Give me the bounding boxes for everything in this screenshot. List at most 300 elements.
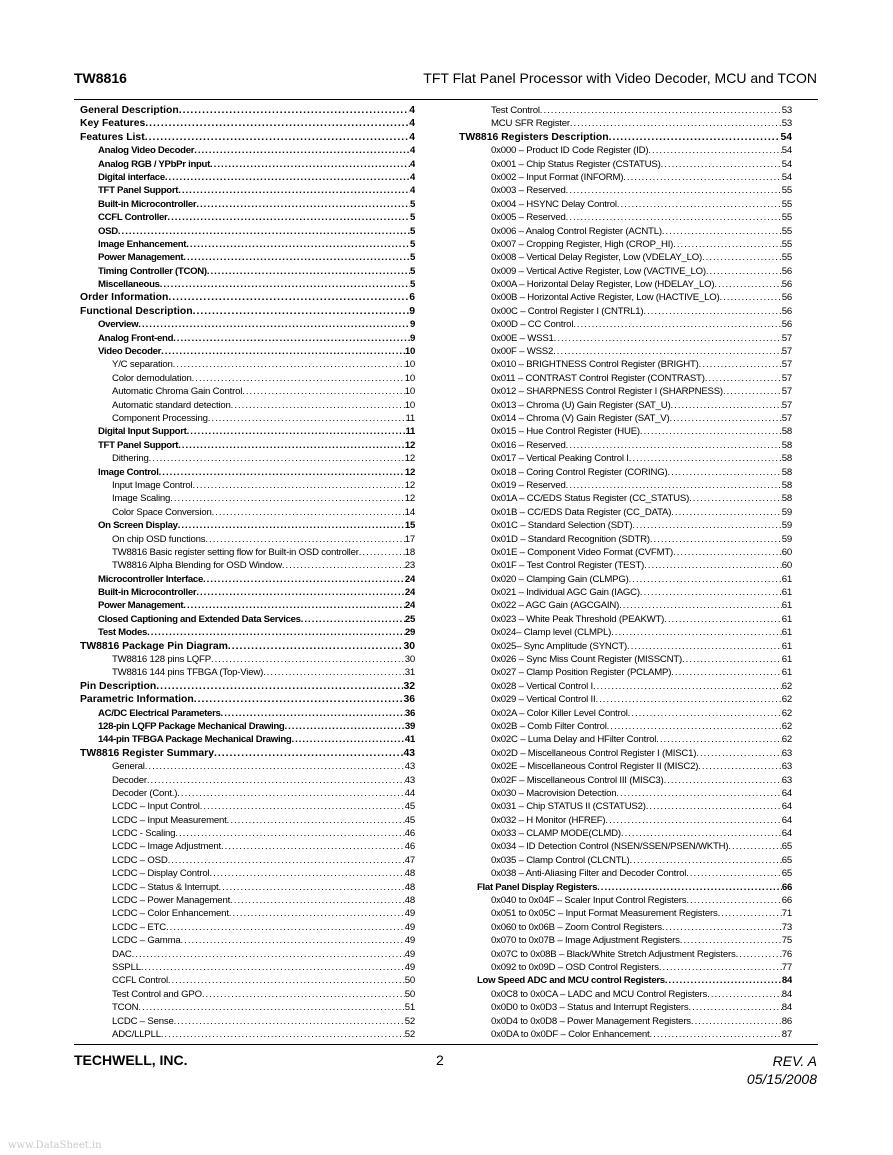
toc-entry[interactable] xyxy=(459,412,792,425)
toc-entry[interactable] xyxy=(80,559,415,572)
toc-entry-title: 0x051 to 0x05C – Input Format Measurement Registers xyxy=(491,908,718,920)
toc-entry[interactable] xyxy=(80,318,415,331)
toc-entry-title: TFT Panel Support xyxy=(98,185,179,197)
toc-entry-page: 24 xyxy=(404,587,415,599)
toc-entry[interactable] xyxy=(459,225,792,238)
toc-entry[interactable] xyxy=(459,158,792,171)
toc-entry-title: 0x005 – Reserved xyxy=(491,212,566,224)
toc-entry-page: 45 xyxy=(404,814,415,826)
toc-entry[interactable] xyxy=(80,774,415,787)
toc-entry-title: 0x00B – Horizontal Active Register, Low (HACTIVE_LO) xyxy=(491,292,720,304)
toc-entry[interactable] xyxy=(80,345,415,358)
toc-entry-page: 24 xyxy=(404,600,415,612)
toc-entry-page: 17 xyxy=(404,533,415,545)
toc-entry[interactable] xyxy=(80,278,415,291)
toc-entry-title: 0x038 – Anti-Aliasing Filter and Decoder Control xyxy=(491,868,687,880)
toc-dot-leader xyxy=(209,867,404,880)
toc-entry[interactable] xyxy=(80,492,415,505)
toc-entry-page: 73 xyxy=(781,921,792,933)
toc-entry[interactable] xyxy=(459,948,792,961)
toc-entry[interactable] xyxy=(459,1028,792,1041)
toc-dot-leader xyxy=(570,117,782,130)
toc-entry[interactable] xyxy=(80,479,415,492)
toc-entry-title: Digital interface xyxy=(98,171,165,183)
toc-entry-page: 65 xyxy=(781,854,792,866)
toc-entry-page: 60 xyxy=(781,560,792,572)
toc-entry[interactable] xyxy=(459,104,792,117)
toc-entry-title: 0x00E – WSS1 xyxy=(491,332,554,344)
toc-entry[interactable] xyxy=(80,640,415,653)
toc-entry-page: 86 xyxy=(781,1015,792,1027)
toc-dot-leader xyxy=(174,1015,405,1028)
toc-entry[interactable] xyxy=(459,345,792,358)
toc-entry[interactable] xyxy=(459,385,792,398)
toc-dot-leader xyxy=(187,425,406,438)
footer-page-number: 2 xyxy=(436,1052,444,1068)
toc-entry[interactable] xyxy=(80,827,415,840)
toc-entry-page: 57 xyxy=(781,386,792,398)
toc-entry[interactable] xyxy=(459,814,792,827)
toc-entry-title: Image Scaling xyxy=(112,493,171,505)
toc-dot-leader xyxy=(671,666,781,679)
toc-entry-page: 9 xyxy=(409,305,415,317)
toc-entry-title: Flat Panel Display Registers xyxy=(477,881,598,893)
toc-entry-title: 0x023 – White Peak Threshold (PEAKWT) xyxy=(491,613,665,625)
toc-entry-page: 58 xyxy=(781,426,792,438)
toc-entry[interactable] xyxy=(459,211,792,224)
toc-entry-title: 0x018 – Coring Control Register (CORING) xyxy=(491,466,668,478)
toc-entry[interactable] xyxy=(459,854,792,867)
toc-entry-title: 0x011 – CONTRAST Control Register (CONTRAST) xyxy=(491,372,705,384)
toc-entry-page: 49 xyxy=(404,908,415,920)
toc-entry-page: 24 xyxy=(404,573,415,585)
toc-dot-leader xyxy=(192,479,404,492)
toc-dot-leader xyxy=(593,680,782,693)
toc-entry[interactable] xyxy=(80,948,415,961)
toc-entry[interactable] xyxy=(80,1028,415,1041)
toc-dot-leader xyxy=(617,198,782,211)
toc-entry[interactable] xyxy=(459,961,792,974)
toc-entry[interactable] xyxy=(459,894,792,907)
toc-entry-page: 48 xyxy=(404,881,415,893)
toc-entry[interactable] xyxy=(459,867,792,880)
toc-entry-title: LCDC – Status & Interrupt xyxy=(112,881,219,893)
toc-dot-leader xyxy=(630,854,782,867)
toc-entry[interactable] xyxy=(459,774,792,787)
toc-entry[interactable] xyxy=(459,492,792,505)
toc-entry-title: Miscellaneous xyxy=(98,279,160,291)
toc-entry[interactable] xyxy=(459,466,792,479)
toc-entry-title: 0x01F – Test Control Register (TEST) xyxy=(491,560,645,572)
toc-entry-page: 57 xyxy=(781,346,792,358)
toc-entry[interactable] xyxy=(80,599,415,612)
toc-entry-title: CCFL Control xyxy=(112,975,168,987)
toc-entry-title: 0x033 – CLAMP MODE(CLMD) xyxy=(491,828,621,840)
toc-entry[interactable] xyxy=(80,747,415,760)
toc-entry[interactable] xyxy=(80,586,415,599)
toc-entry-page: 84 xyxy=(781,975,792,987)
toc-entry[interactable] xyxy=(80,117,415,130)
toc-dot-leader xyxy=(147,774,405,787)
toc-entry[interactable] xyxy=(80,974,415,987)
toc-entry[interactable] xyxy=(459,907,792,920)
toc-entry-page: 10 xyxy=(404,372,415,384)
toc-entry[interactable] xyxy=(459,787,792,800)
toc-entry-title: Image Control xyxy=(98,466,159,478)
toc-entry-page: 50 xyxy=(404,975,415,987)
toc-entry[interactable] xyxy=(459,425,792,438)
toc-entry[interactable] xyxy=(80,305,415,318)
toc-entry[interactable] xyxy=(80,466,415,479)
toc-entry[interactable] xyxy=(80,800,415,813)
toc-entry[interactable] xyxy=(80,613,415,626)
toc-entry[interactable] xyxy=(80,988,415,1001)
toc-entry[interactable] xyxy=(80,666,415,679)
toc-entry[interactable] xyxy=(80,211,415,224)
toc-entry[interactable] xyxy=(459,278,792,291)
toc-entry[interactable] xyxy=(459,131,792,144)
toc-entry-title: TW8816 Register Summary xyxy=(80,747,214,759)
toc-entry[interactable] xyxy=(80,519,415,532)
toc-entry[interactable] xyxy=(459,760,792,773)
toc-entry-page: 6 xyxy=(409,292,415,304)
toc-dot-leader xyxy=(554,332,782,345)
toc-entry[interactable] xyxy=(80,372,415,385)
toc-entry[interactable] xyxy=(459,439,792,452)
toc-dot-leader xyxy=(632,519,781,532)
toc-entry[interactable] xyxy=(459,827,792,840)
toc-entry-page: 76 xyxy=(781,948,792,960)
toc-dot-leader xyxy=(627,640,782,653)
toc-dot-leader xyxy=(702,251,782,264)
toc-entry-title: Y/C separation xyxy=(112,359,173,371)
toc-entry[interactable] xyxy=(459,1001,792,1014)
toc-entry-page: 58 xyxy=(781,479,792,491)
toc-entry[interactable] xyxy=(80,358,415,371)
toc-entry-page: 52 xyxy=(404,1015,415,1027)
toc-entry-page: 43 xyxy=(404,761,415,773)
toc-entry-title: Parametric Information xyxy=(80,694,194,706)
toc-entry[interactable] xyxy=(80,104,415,117)
toc-entry-title: 0x012 – SHARPNESS Control Register I (SHARPNESS) xyxy=(491,386,723,398)
toc-entry-title: 0x0D0 to 0x0D3 – Status and Interrupt Registers xyxy=(491,1002,689,1014)
toc-entry-page: 52 xyxy=(404,1028,415,1040)
toc-entry[interactable] xyxy=(80,921,415,934)
toc-dot-leader xyxy=(168,291,409,304)
toc-entry[interactable] xyxy=(459,318,792,331)
toc-entry-page: 46 xyxy=(404,828,415,840)
toc-entry-title: 0x031 – Chip STATUS II (CSTATUS2) xyxy=(491,801,646,813)
toc-entry-page: 12 xyxy=(404,479,415,491)
toc-entry-page: 56 xyxy=(781,265,792,277)
toc-entry-title: Automatic standard detection xyxy=(112,399,231,411)
toc-entry[interactable] xyxy=(459,666,792,679)
toc-entry[interactable] xyxy=(80,720,415,733)
toc-entry[interactable] xyxy=(459,974,792,987)
toc-entry[interactable] xyxy=(459,479,792,492)
toc-entry[interactable] xyxy=(459,546,792,559)
toc-entry-page: 56 xyxy=(781,292,792,304)
toc-dot-leader xyxy=(566,439,782,452)
toc-entry[interactable] xyxy=(80,961,415,974)
toc-entry[interactable] xyxy=(80,439,415,452)
toc-entry-page: 63 xyxy=(781,747,792,759)
toc-entry[interactable] xyxy=(459,291,792,304)
toc-entry[interactable] xyxy=(80,733,415,746)
toc-entry-title: LCDC – Image Adjustment xyxy=(112,841,221,853)
toc-dot-leader xyxy=(167,211,410,224)
toc-dot-leader xyxy=(183,599,405,612)
toc-entry[interactable] xyxy=(459,144,792,157)
toc-entry[interactable] xyxy=(80,867,415,880)
toc-entry[interactable] xyxy=(459,117,792,130)
toc-entry[interactable] xyxy=(80,238,415,251)
toc-entry[interactable] xyxy=(80,881,415,894)
toc-entry[interactable] xyxy=(459,198,792,211)
toc-entry[interactable] xyxy=(80,840,415,853)
toc-entry-title: LCDC – Power Management xyxy=(112,895,231,907)
toc-dot-leader xyxy=(609,131,781,144)
toc-entry[interactable] xyxy=(459,840,792,853)
toc-entry-title: Functional Description xyxy=(80,305,193,317)
toc-entry[interactable] xyxy=(459,372,792,385)
toc-entry[interactable] xyxy=(80,934,415,947)
toc-entry-title: 0x001 – Chip Status Register (CSTATUS) xyxy=(491,158,661,170)
toc-entry[interactable] xyxy=(80,265,415,278)
toc-entry-title: 0x019 – Reserved xyxy=(491,479,566,491)
toc-entry-page: 65 xyxy=(781,841,792,853)
toc-entry[interactable] xyxy=(459,640,792,653)
toc-entry[interactable] xyxy=(459,934,792,947)
toc-entry[interactable] xyxy=(459,559,792,572)
toc-dot-leader xyxy=(203,573,405,586)
toc-entry[interactable] xyxy=(80,171,415,184)
toc-entry-title: Built-in Microcontroller xyxy=(98,587,197,599)
toc-entry-title: LCDC – ETC xyxy=(112,921,166,933)
toc-entry-title: 0x008 – Vertical Delay Register, Low (VDELAY_LO) xyxy=(491,252,702,264)
toc-entry-page: 5 xyxy=(409,238,415,250)
toc-entry[interactable] xyxy=(80,399,415,412)
toc-dot-leader xyxy=(242,385,405,398)
toc-entry-page: 84 xyxy=(781,1002,792,1014)
toc-entry[interactable] xyxy=(80,907,415,920)
toc-dot-leader xyxy=(566,184,782,197)
toc-entry[interactable] xyxy=(459,733,792,746)
toc-entry[interactable] xyxy=(459,613,792,626)
toc-entry[interactable] xyxy=(80,814,415,827)
toc-entry[interactable] xyxy=(459,251,792,264)
toc-entry[interactable] xyxy=(80,854,415,867)
toc-entry[interactable] xyxy=(80,653,415,666)
toc-entry-title: 0x009 – Vertical Active Register, Low (VACTIVE_LO) xyxy=(491,265,706,277)
toc-dot-leader xyxy=(656,733,782,746)
toc-entry[interactable] xyxy=(80,198,415,211)
toc-entry[interactable] xyxy=(80,385,415,398)
footer-rule xyxy=(74,1044,818,1045)
toc-dot-leader xyxy=(178,184,410,197)
toc-entry[interactable] xyxy=(80,573,415,586)
toc-entry[interactable] xyxy=(80,332,415,345)
toc-entry[interactable] xyxy=(459,599,792,612)
toc-entry-page: 47 xyxy=(404,854,415,866)
toc-entry-page: 61 xyxy=(781,613,792,625)
footer-company: TECHWELL, INC. xyxy=(74,1052,188,1068)
toc-entry[interactable] xyxy=(459,680,792,693)
toc-entry-page: 55 xyxy=(781,212,792,224)
toc-entry[interactable] xyxy=(459,506,792,519)
toc-entry[interactable] xyxy=(459,881,792,894)
toc-entry[interactable] xyxy=(459,238,792,251)
toc-entry-page: 59 xyxy=(781,533,792,545)
toc-dot-leader xyxy=(231,399,405,412)
toc-entry[interactable] xyxy=(459,653,792,666)
toc-entry[interactable] xyxy=(459,921,792,934)
toc-entry-page: 55 xyxy=(781,238,792,250)
toc-entry[interactable] xyxy=(459,988,792,1001)
toc-entry-page: 61 xyxy=(781,667,792,679)
toc-entry-page: 44 xyxy=(404,787,415,799)
toc-entry[interactable] xyxy=(459,519,792,532)
toc-entry-page: 5 xyxy=(409,198,415,210)
toc-entry[interactable] xyxy=(80,291,415,304)
toc-entry-page: 49 xyxy=(404,962,415,973)
toc-entry-page: 30 xyxy=(403,640,415,652)
toc-entry[interactable] xyxy=(80,707,415,720)
toc-dot-leader xyxy=(646,800,782,813)
toc-entry[interactable] xyxy=(459,533,792,546)
toc-dot-leader xyxy=(138,1001,404,1014)
toc-entry-page: 57 xyxy=(781,412,792,424)
toc-dot-leader xyxy=(597,881,782,894)
toc-entry[interactable] xyxy=(459,452,792,465)
toc-dot-leader xyxy=(607,720,782,733)
toc-entry-title: 0x00A – Horizontal Delay Register, Low (HDELAY_LO) xyxy=(491,279,715,291)
toc-dot-leader xyxy=(221,707,405,720)
toc-entry-page: 61 xyxy=(781,600,792,612)
toc-entry[interactable] xyxy=(80,1001,415,1014)
toc-entry[interactable] xyxy=(80,506,415,519)
toc-entry[interactable] xyxy=(459,265,792,278)
toc-dot-leader xyxy=(611,626,782,639)
toc-entry[interactable] xyxy=(80,412,415,425)
toc-entry-title: 0x007 – Cropping Register, High (CROP_HI) xyxy=(491,238,674,250)
toc-dot-leader xyxy=(573,318,781,331)
footer-date: 05/15/2008 xyxy=(746,1071,817,1087)
toc-entry-page: 39 xyxy=(404,720,415,732)
toc-entry[interactable] xyxy=(459,332,792,345)
toc-entry[interactable] xyxy=(459,358,792,371)
toc-entry[interactable] xyxy=(80,626,415,639)
toc-entry-title: 0x014 – Chroma (V) Gain Register (SAT_V) xyxy=(491,412,670,424)
toc-entry-title: 0x000 – Product ID Code Register (ID) xyxy=(491,145,649,157)
toc-entry-page: 56 xyxy=(781,305,792,317)
toc-dot-leader xyxy=(671,399,782,412)
toc-entry[interactable] xyxy=(459,573,792,586)
toc-entry[interactable] xyxy=(80,158,415,171)
toc-dot-leader xyxy=(682,653,782,666)
toc-entry[interactable] xyxy=(80,184,415,197)
toc-entry-page: 51 xyxy=(404,1002,415,1014)
toc-entry-title: 0x035 – Clamp Control (CLCNTL) xyxy=(491,854,630,866)
toc-entry[interactable] xyxy=(459,800,792,813)
toc-entry[interactable] xyxy=(80,693,415,706)
toc-entry-page: 58 xyxy=(781,439,792,451)
toc-entry[interactable] xyxy=(459,586,792,599)
toc-entry[interactable] xyxy=(80,1015,415,1028)
toc-dot-leader xyxy=(170,492,405,505)
toc-entry-title: Power Management xyxy=(98,252,184,264)
toc-dot-leader xyxy=(669,412,781,425)
toc-entry-title: OSD xyxy=(98,225,118,237)
toc-entry-page: 63 xyxy=(781,761,792,773)
toc-entry[interactable] xyxy=(80,680,415,693)
toc-dot-leader xyxy=(200,800,405,813)
toc-dot-leader xyxy=(301,613,405,626)
toc-entry[interactable] xyxy=(80,760,415,773)
toc-entry[interactable] xyxy=(459,399,792,412)
toc-entry-page: 5 xyxy=(409,252,415,264)
toc-entry[interactable] xyxy=(459,720,792,733)
toc-entry[interactable] xyxy=(80,533,415,546)
toc-entry-title: Analog Video Decoder xyxy=(98,145,195,157)
toc-entry[interactable] xyxy=(80,452,415,465)
toc-entry[interactable] xyxy=(459,184,792,197)
toc-entry-page: 57 xyxy=(781,332,792,344)
footer-revision: REV. A xyxy=(772,1053,817,1069)
toc-entry-title: 0x092 to 0x09D – OSD Control Registers xyxy=(491,962,659,973)
toc-entry-page: 57 xyxy=(781,359,792,371)
toc-entry-title: CCFL Controller xyxy=(98,212,168,224)
toc-entry[interactable] xyxy=(80,894,415,907)
toc-entry[interactable] xyxy=(459,171,792,184)
toc-entry[interactable] xyxy=(459,747,792,760)
toc-entry-title: MCU SFR Register xyxy=(491,118,570,130)
toc-entry-page: 58 xyxy=(781,493,792,505)
toc-entry-page: 66 xyxy=(781,895,792,907)
toc-entry[interactable] xyxy=(459,693,792,706)
toc-entry-title: Color Space Conversion xyxy=(112,506,212,518)
toc-dot-leader xyxy=(691,1015,782,1028)
toc-entry-page: 56 xyxy=(781,279,792,291)
toc-dot-leader xyxy=(707,988,782,1001)
toc-entry-title: Pin Description xyxy=(80,680,157,692)
toc-entry-title: 0x034 – ID Detection Control (NSEN/SSEN/PSEN/WKTH) xyxy=(491,841,729,853)
toc-entry[interactable] xyxy=(459,305,792,318)
toc-entry-title: 0x004 – HSYNC Delay Control xyxy=(491,198,617,210)
toc-entry-title: 144-pin TFBGA Package Mechanical Drawing xyxy=(98,734,292,746)
toc-entry[interactable] xyxy=(459,626,792,639)
toc-entry[interactable] xyxy=(80,787,415,800)
toc-entry-page: 55 xyxy=(781,185,792,197)
toc-entry[interactable] xyxy=(80,425,415,438)
toc-entry-title: Decoder xyxy=(112,774,147,786)
toc-dot-leader xyxy=(132,948,405,961)
toc-entry[interactable] xyxy=(80,251,415,264)
toc-dot-leader xyxy=(650,1028,782,1041)
toc-entry[interactable] xyxy=(459,707,792,720)
toc-dot-leader xyxy=(664,613,782,626)
toc-entry-title: On chip OSD functions xyxy=(112,533,206,545)
toc-entry[interactable] xyxy=(80,225,415,238)
toc-entry[interactable] xyxy=(80,131,415,144)
toc-entry[interactable] xyxy=(80,546,415,559)
toc-entry[interactable] xyxy=(80,144,415,157)
toc-dot-leader xyxy=(667,466,781,479)
toc-entry[interactable] xyxy=(459,1015,792,1028)
toc-dot-leader xyxy=(156,680,403,693)
toc-entry-title: 0x0D4 to 0x0D8 – Power Management Registers xyxy=(491,1015,691,1027)
toc-dot-leader xyxy=(671,506,781,519)
